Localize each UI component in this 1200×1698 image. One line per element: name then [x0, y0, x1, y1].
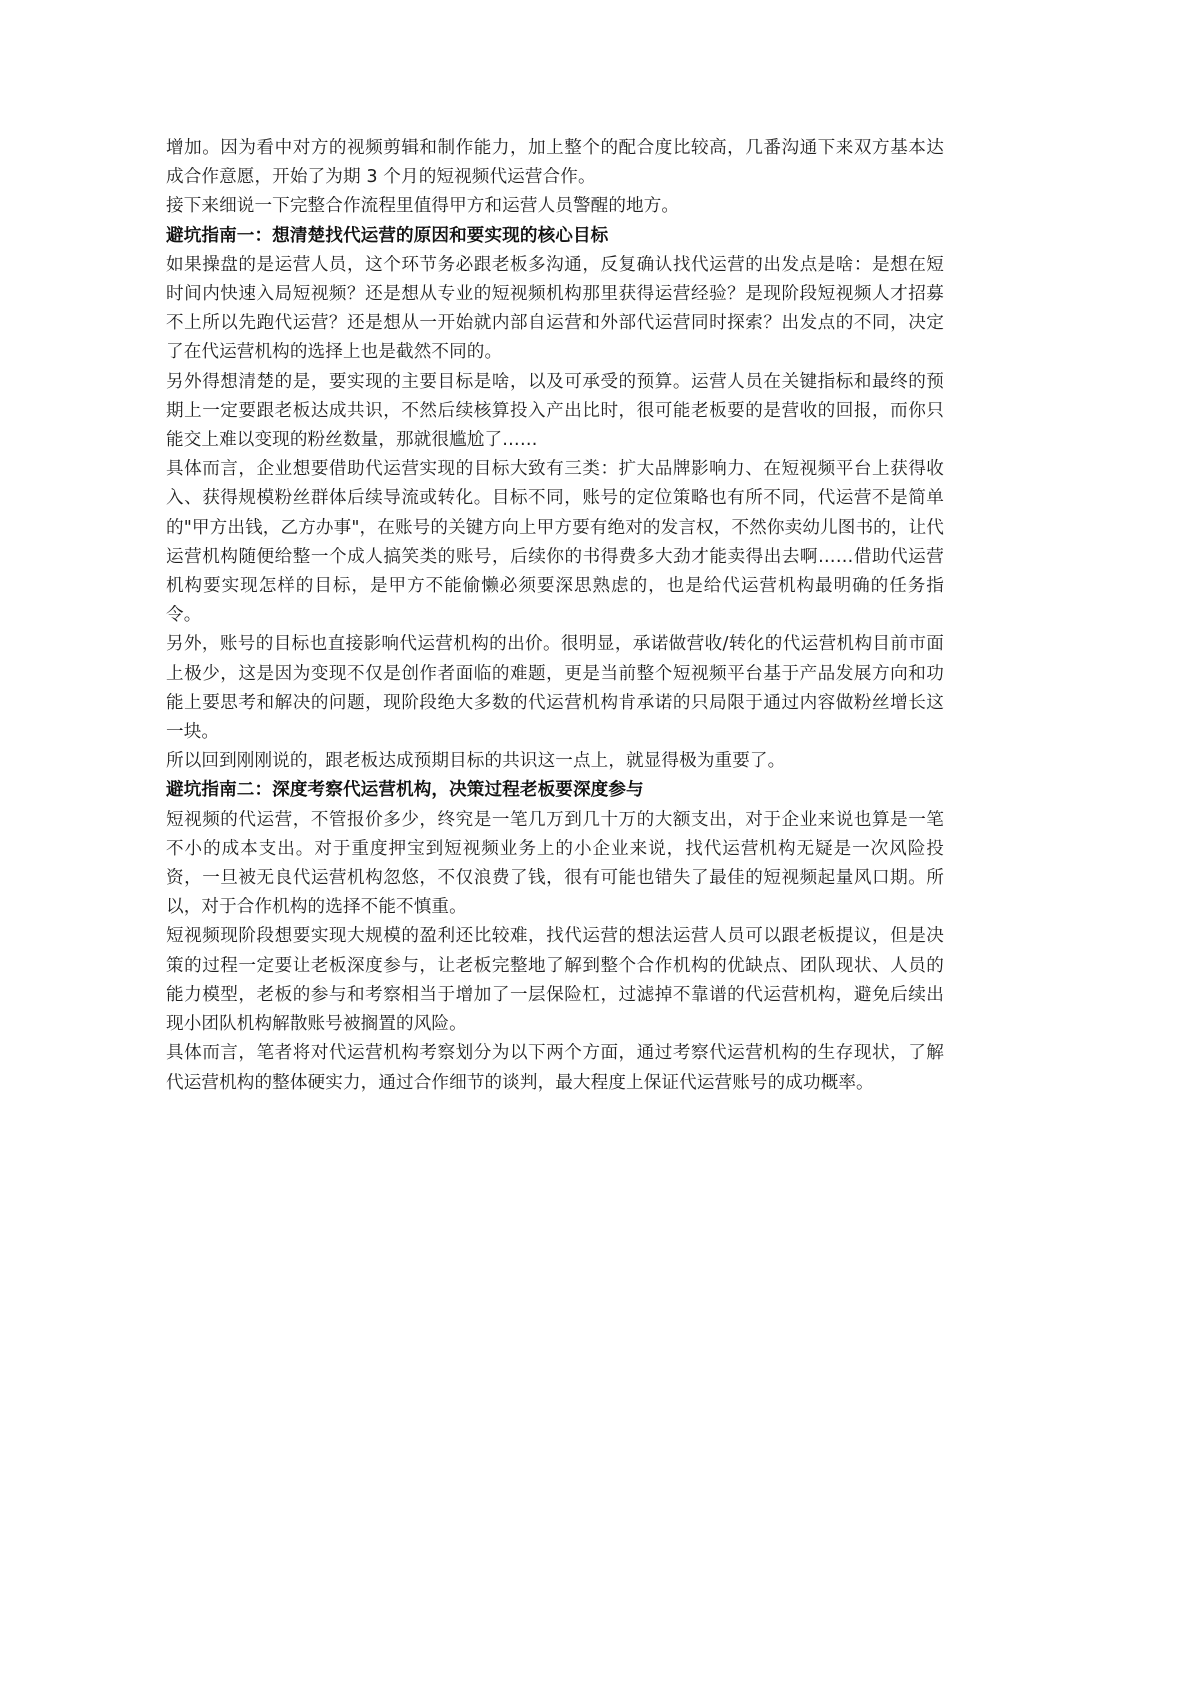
paragraph-boss-involvement: 短视频现阶段想要实现大规模的盈利还比较难，找代运营的想法运营人员可以跟老板提议，但是决策的过程一定要让老板深度参与，让老板完整地了解到整个合作机构的优缺点、团队现状、人员的能力模型，老板的参与和考察相当于增加了一层保险杠，过滤掉不靠谱的代运营机构，避免后续出现小团队机构解散账号被搁置的风险。: [166, 926, 944, 1035]
paragraph-intro: 接下来细说一下完整合作流程里值得甲方和运营人员警醒的地方。: [166, 196, 680, 217]
paragraph-goals-budget: 另外得想清楚的是，要实现的主要目标是啥，以及可承受的预算。运营人员在关键指标和最终的预期上一定要跟老板达成共识，不然后续核算投入产出比时，很可能老板要的是营收的回报，而你只能交上难以变现的粉丝数量，那就很尴尬了……: [166, 371, 944, 451]
paragraph-cooperation-start: 增加。因为看中对方的视频剪辑和制作能力，加上整个的配合度比较高，几番沟通下来双方基本达成合作意愿，开始了为期 3 个月的短视频代运营合作。: [166, 138, 944, 188]
paragraph-evaluation-aspects: 具体而言，笔者将对代运营机构考察划分为以下两个方面，通过考察代运营机构的生存现状，了解代运营机构的整体硬实力，通过合作细节的谈判，最大程度上保证代运营账号的成功概率。: [166, 1043, 944, 1093]
document-page: [166, 134, 944, 1098]
paragraph-cost-risk: 短视频的代运营，不管报价多少，终究是一笔几万到几十万的大额支出，对于企业来说也算是一笔不小的成本支出。对于重度押宝到短视频业务上的小企业来说，找代运营机构无疑是一次风险投资，一旦被无良代运营机构忽悠，不仅浪费了钱，很有可能也错失了最佳的短视频起量风口期。所以，对于合作机构的选择不能不慎重。: [166, 809, 944, 918]
paragraph-goal-types: 具体而言，企业想要借助代运营实现的目标大致有三类：扩大品牌影响力、在短视频平台上获得收入、获得规模粉丝群体后续导流或转化。目标不同，账号的定位策略也有所不同，代运营不是简单的"甲方出钱，乙方办事"，在账号的关键方向上甲方要有绝对的发言权，不然你卖幼儿图书的，让代运营机构随便给整一个成人搞笑类的账号，后续你的书得费多大劲才能卖得出去啊……借助代运营机构要实现怎样的目标，是甲方不能偷懒必须要深思熟虑的，也是给代运营机构最明确的任务指令。: [166, 459, 944, 626]
paragraph-pricing: 另外，账号的目标也直接影响代运营机构的出价。很明显，承诺做营收/转化的代运营机构目前市面上极少，这是因为变现不仅是创作者面临的难题，更是当前整个短视频平台基于产品发展方向和功能上要思考和解决的问题，现阶段绝大多数的代运营机构肯承诺的只局限于通过内容做粉丝增长这一块。: [166, 634, 944, 743]
section-heading-guide-2: 避坑指南二：深度考察代运营机构，决策过程老板要深度参与: [166, 780, 644, 801]
paragraph-consensus: 所以回到刚刚说的，跟老板达成预期目标的共识这一点上，就显得极为重要了。: [166, 751, 786, 772]
paragraph-motivation: 如果操盘的是运营人员，这个环节务必跟老板多沟通，反复确认找代运营的出发点是啥：是想在短时间内快速入局短视频？还是想从专业的短视频机构那里获得运营经验？是现阶段短视频人才招募不上所以先跑代运营？还是想从一开始就内部自运营和外部代运营同时探索？出发点的不同，决定了在代运营机构的选择上也是截然不同的。: [166, 254, 944, 363]
section-heading-guide-1: 避坑指南一：想清楚找代运营的原因和要实现的核心目标: [166, 225, 609, 246]
